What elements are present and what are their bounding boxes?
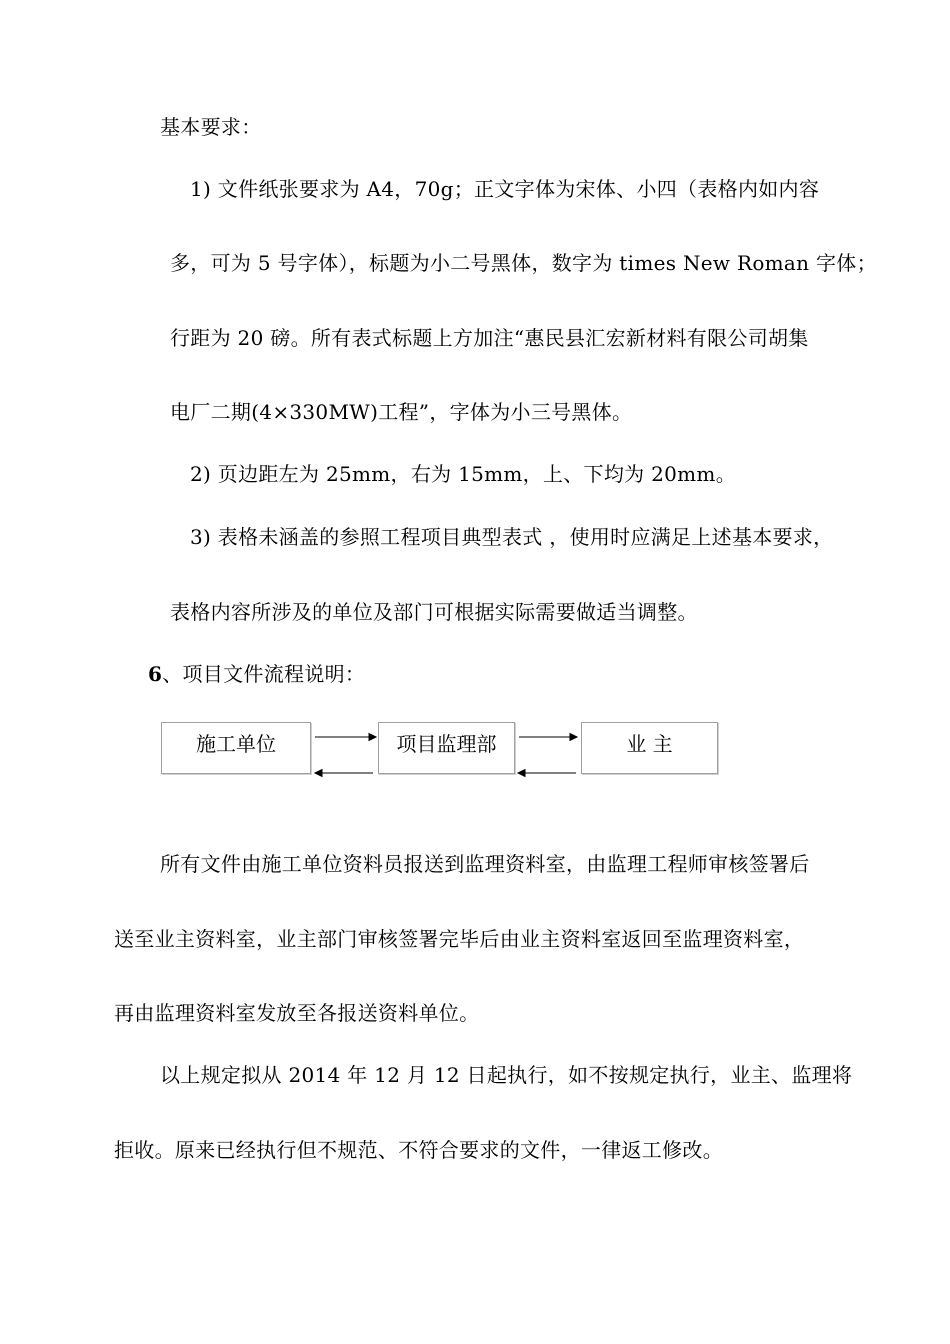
- req2-line: 2) 页边距左为 25mm，右为 15mm，上、下均为 20mm。: [190, 462, 736, 486]
- req1-line3: 行距为 20 磅。所有表式标题上方加注“惠民县汇宏新材料有限公司胡集: [170, 326, 809, 350]
- requirements-heading: 基本要求：: [160, 115, 262, 139]
- para1-line2: 送至业主资料室，业主部门审核签署完毕后由业主资料室返回至监理资料室，: [114, 927, 805, 951]
- section6-number: 6: [148, 662, 163, 686]
- req3-line1: 3) 表格未涵盖的参照工程项目典型表式 ，使用时应满足上述基本要求，: [190, 525, 834, 549]
- section6-title: 、项目文件流程说明：: [162, 662, 366, 686]
- req1-line1: 1) 文件纸张要求为 A4，70g；正文字体为宋体、小四（表格内如内容: [190, 177, 820, 201]
- arrow-right-1: [315, 734, 376, 741]
- flow-box-supervision-label: 项目监理部: [396, 732, 497, 756]
- para1-line1: 所有文件由施工单位资料员报送到监理资料室，由监理工程师审核签署后: [160, 852, 810, 876]
- flow-box-owner-label: 业 主: [626, 732, 673, 756]
- arrow-left-2: [518, 770, 576, 777]
- req3-line2: 表格内容所涉及的单位及部门可根据实际需要做适当调整。: [170, 600, 698, 624]
- para2-line1: 以上规定拟从 2014 年 12 月 12 日起执行，如不按规定执行，业主、监理将: [160, 1063, 853, 1087]
- req1-line4: 电厂二期(4×330MW)工程”，字体为小三号黑体。: [170, 400, 633, 424]
- para2-line2: 拒收。原来已经执行但不规范、不符合要求的文件，一律返工修改。: [114, 1138, 723, 1162]
- arrow-left-1: [315, 770, 373, 777]
- arrow-right-2: [519, 734, 577, 741]
- req1-line2: 多，可为 5 号字体），标题为小二号黑体，数字为 times New Roman 字体；: [170, 251, 877, 275]
- para1-line3: 再由监理资料室发放至各报送资料单位。: [114, 1001, 480, 1025]
- flow-box-contractor-label: 施工单位: [196, 732, 276, 756]
